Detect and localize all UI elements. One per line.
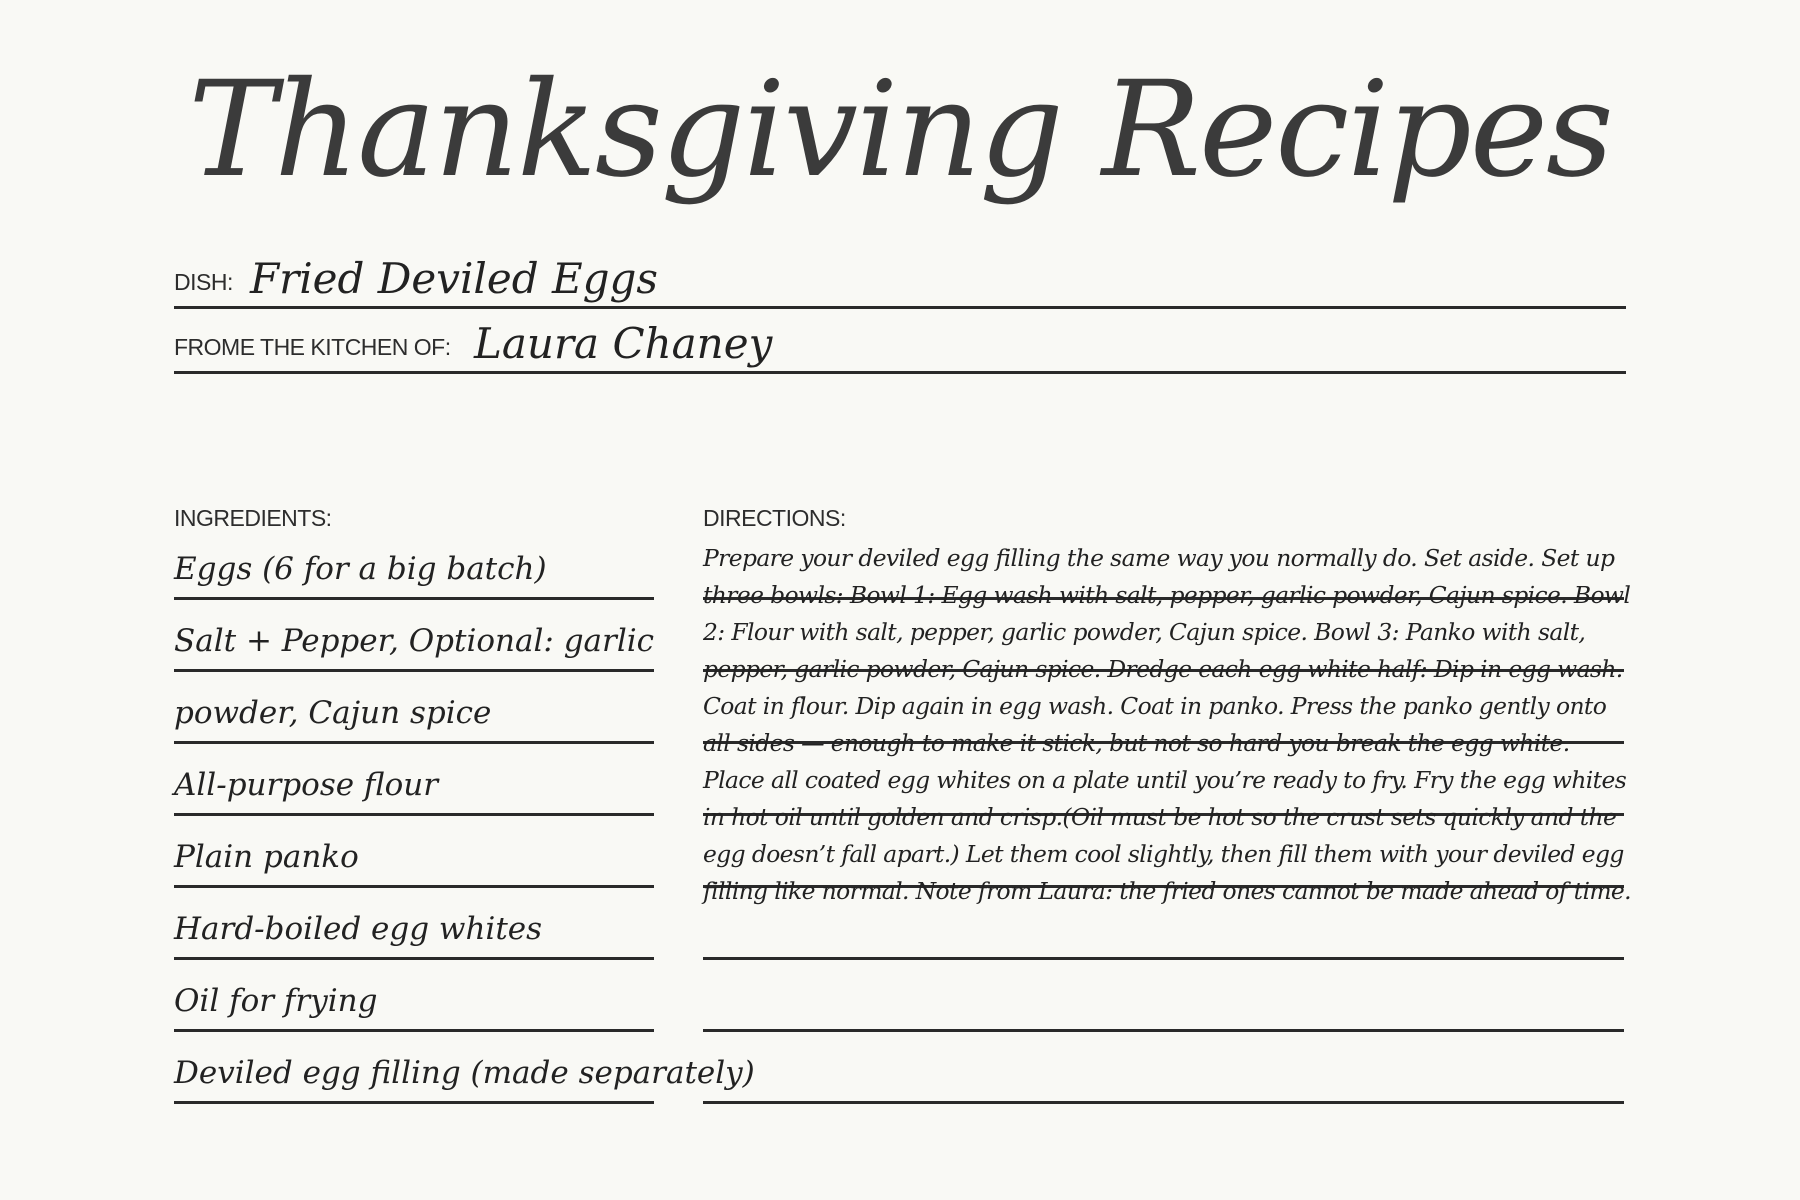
ingredient-text: Eggs (6 for a big batch)	[174, 551, 547, 587]
ingredient-text: Plain panko	[174, 839, 359, 875]
ingredient-line	[174, 819, 654, 888]
card-title: Thanksgiving Recipes	[188, 53, 1612, 207]
ingredient-text: All-purpose flour	[174, 767, 439, 803]
ingredient-text: Salt + Pepper, Optional: garlic	[174, 623, 655, 659]
dish-field	[174, 240, 1626, 309]
directions-rule	[703, 1035, 1624, 1104]
kitchen-value: Laura Chaney	[474, 319, 773, 368]
ingredients-list	[174, 531, 755, 1107]
ingredients-heading: INGREDIENTS:	[174, 505, 332, 531]
ingredient-text: Oil for frying	[174, 983, 378, 1019]
directions-rule	[703, 963, 1624, 1032]
directions-text: Prepare your deviled egg filling the same way you normally do. Set aside. Set up three bowls: Bowl 1: Egg wash with salt, pepper, garlic powder, Cajun spice. Bowl 2: Flour with salt, pepper, garlic powder, Cajun spice. Bowl 3: Panko with salt, pepper, garlic powder, Cajun spice. Dredge each egg white half: Dip in egg wash. Coat in flour. Dip again in egg wash. Coat in panko. Press the panko gently onto all sides — enough to make it stick, but not so hard you break the egg white. Place all coated egg whites on a plate until you’re ready to fry. Fry the egg whites in hot oil until golden and crisp.(Oil must be hot so the crust sets quickly and the egg doesn’t fall apart.) Let them cool slightly, then fill them with your deviled egg filling like normal. Note from Laura: the fried ones cannot be made ahead of time.	[703, 544, 1631, 905]
ingredient-line	[174, 963, 654, 1032]
dish-value: Fried Deviled Eggs	[250, 254, 658, 303]
directions-heading: DIRECTIONS:	[703, 505, 846, 531]
dish-label: DISH:	[174, 269, 233, 295]
ingredient-text: Hard-boiled egg whites	[174, 911, 543, 947]
ingredient-line	[174, 531, 654, 600]
kitchen-label: FROME THE KITCHEN OF:	[174, 334, 451, 360]
ingredient-line	[174, 675, 654, 744]
ingredient-line	[174, 747, 654, 816]
ingredient-text: Deviled egg filling (made separately)	[174, 1055, 755, 1091]
ingredient-line	[174, 891, 654, 960]
ingredient-line	[174, 603, 654, 672]
kitchen-field	[174, 306, 1626, 374]
ingredient-line	[174, 1035, 755, 1104]
ingredient-text: powder, Cajun spice	[174, 695, 492, 731]
